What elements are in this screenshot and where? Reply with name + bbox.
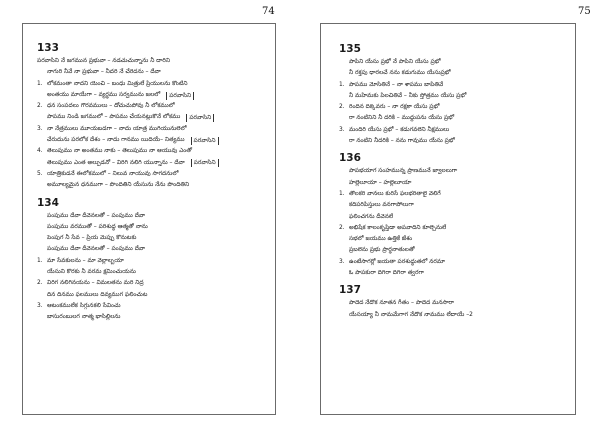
lyric-line — [37, 244, 269, 255]
verse-number: 2. — [37, 103, 43, 110]
lyric-text: తెలుపుము నా అంతము నాకు – తెలుపుము నా ఆయువు ఎంతో — [47, 148, 193, 155]
lyric-text: పరవాసిని నే జగమున ప్రభువా – నడచుచున్నాను నీ దారిని — [37, 58, 170, 64]
lyric-line — [339, 113, 569, 124]
lyric-line — [339, 234, 569, 245]
lyric-text: పంపుము దేవా దీవెనలతో – పంపుము దేవా — [47, 246, 146, 253]
verse-number: 1. — [37, 257, 43, 264]
lyric-line — [339, 212, 569, 223]
refrain-reference: పరవాసిని — [191, 137, 219, 145]
lyric-text: ఫలించగను దీవెనలే — [349, 213, 394, 220]
refrain-reference: పరవాసిని — [186, 114, 214, 122]
lyric-text: విరిగ నలిగినయను – విమలతను మరి నిద్ర — [47, 280, 144, 287]
lyric-text: దిన దినము ఫలములు దివ్యముగ ఫలించుట — [47, 291, 148, 298]
lyric-text: పాదెద నేదొక నూతన గీతం – పాదెద మనసారా — [349, 300, 455, 307]
lyric-line — [37, 169, 269, 180]
lyric-text: పాపము నిండి జగములో – పాపము చేయనట్లుకొనే లోకము — [47, 114, 181, 121]
lyric-line — [339, 136, 569, 147]
lyric-line — [37, 290, 269, 301]
song-number: 135 — [339, 43, 361, 55]
lyric-line — [37, 256, 269, 267]
lyric-text: తెలుపుము ఎంత అల్పుడనో – విరిగి నలిగి యున్నాను – దేవా — [47, 159, 185, 166]
page-number: 75 — [578, 6, 591, 17]
lyric-line — [339, 268, 569, 279]
lyric-text: నాగురి నీవే నా ప్రభువా – నీదరి నే చేరెదను – దేవా — [47, 69, 161, 76]
song-number: 137 — [339, 284, 361, 297]
lyric-line — [339, 310, 569, 321]
song-gap — [339, 279, 569, 282]
lyric-line — [37, 233, 269, 244]
refrain-reference: పరవాసిని — [166, 92, 194, 100]
lyric-text: పాపభయాగ సంహమున్న ప్రాణమునే జ్వాలలుగా — [349, 168, 458, 175]
lyric-text: మా సేవకులను – మా వెల్లాల్బయా — [47, 257, 124, 264]
song-number: 134 — [37, 196, 59, 209]
verse-number: 1. — [339, 81, 345, 88]
lyric-line — [37, 79, 269, 90]
song-gap — [37, 192, 269, 195]
verse-number: 3. — [37, 125, 43, 132]
lyric-text: అమూల్యమైన ధనముగా – పొందితిని యేసును నేను పొందితిని — [47, 182, 190, 189]
lyric-line — [37, 135, 269, 146]
verse-number: 2. — [37, 280, 43, 287]
lyric-text: నా నేత్రములు మూయబడగా – నాదు యాత్ర ముగియునులెలో — [47, 125, 187, 132]
verse-number: 1. — [37, 80, 43, 87]
lyric-text: పంపుము దేవా దీవెనలతో – పంపుము దేవా — [47, 212, 146, 219]
song-gap — [339, 147, 569, 150]
lyric-text: రా నంటిని నీదరికి – నను గావుము యేసు ప్రభో — [349, 138, 455, 145]
lyric-line — [37, 146, 269, 157]
lyric-text: హల్లెలూయా – హల్లెలూయా — [349, 179, 412, 186]
lyric-line — [37, 101, 269, 112]
lyric-line — [339, 223, 569, 234]
lyric-line — [37, 112, 269, 123]
lyric-text: పాపిని యేసు ప్రభో నే పాపిని యేసు ప్రభో — [349, 59, 441, 65]
lyric-line — [339, 125, 569, 136]
page-frame — [320, 23, 576, 415]
lyric-text: యేసయ్యా నీ నామమేగాగ నేదొక నామము లేదాయే –2 — [349, 311, 473, 318]
song-number: 133 — [37, 42, 59, 54]
lyric-line — [339, 57, 569, 68]
lyric-line — [339, 298, 569, 309]
verse-number: 3. — [37, 302, 43, 309]
lyric-line — [37, 67, 269, 78]
verse-number: 2. — [339, 224, 345, 231]
lyric-text: చేరుదును పరలోక దేశం – నాదు గానము యిదియే– నిత్యము — [47, 137, 185, 144]
lyric-text: ప్రబలెను ప్రభు ప్రార్థనాతులతో — [349, 247, 415, 254]
song-number: 136 — [339, 152, 361, 165]
lyric-text: రిందిన దిక్కెవరు – నా రక్షకా యేసు ప్రభో — [349, 104, 440, 111]
lyric-line — [37, 124, 269, 135]
verse-number: 2. — [339, 104, 345, 111]
lyric-text: నీ మహిమకు పిలచితివే – నీకు స్తోత్రము యేసు ప్రభో — [349, 92, 467, 99]
lyric-line — [37, 222, 269, 233]
verse-number: 5. — [37, 170, 43, 177]
lyric-line — [37, 56, 269, 67]
verse-number: 3. — [339, 126, 345, 133]
lyric-text: అంతయు మాయేగా – వ్యర్థము సర్వమును జలలో — [47, 91, 161, 98]
verse-number: 3. — [339, 258, 345, 265]
lyric-text: యాత్రికుడనే ఈలోకములో – నిలువ నాయువు సాగదనులో — [47, 170, 179, 177]
lyric-text: కదిపరిపిస్తులు వనగాపోలుగా — [349, 202, 414, 209]
lyric-text: పెంపుగ నీ సేవ – ప్రియ మెప్పు కొనుటకు — [47, 235, 137, 242]
lyric-line — [37, 312, 269, 323]
lyric-line — [339, 166, 569, 177]
lyric-text: పంపుము వరముతో – పరిశుద్ధ ఆత్మతో నాను — [47, 223, 148, 230]
lyric-text: ధన సంపదలు గౌరవములు – దోచుచుపోవు నీ లోకములో — [47, 103, 175, 110]
lyric-text: లోకమంతా నాదని యెంచి – బంధు మిత్రులే ప్రియులను కొంటిని — [47, 80, 188, 87]
page-content — [339, 41, 569, 321]
lyric-line — [339, 178, 569, 189]
verse-number: 1. — [339, 190, 345, 197]
lyric-text: పాపము మోసితినే – నా శాపము బాపితివే — [349, 81, 444, 88]
lyric-line — [339, 102, 569, 113]
lyric-line — [37, 278, 269, 289]
refrain-reference: పరవాసిని — [191, 159, 219, 167]
lyric-line — [339, 245, 569, 256]
lyric-line — [339, 189, 569, 200]
verse-number: 4. — [37, 148, 43, 155]
lyric-text: ఉంటేసాగర్లో జయతా పరశుద్ధుతలో నరమా — [349, 258, 445, 265]
lyric-text: ఓ పాపకురా దిగిరా దిగిరా త్వరగా — [349, 270, 424, 277]
lyric-text: మందిరి యేసు ప్రభో – కడుగవలెని నీక్షములు — [349, 126, 450, 133]
right-page — [300, 0, 600, 425]
lyric-text: ఆటంకములేక సిగ్గునకలి సేవించు — [47, 302, 121, 309]
lyric-line — [339, 80, 569, 91]
lyric-text: నీ రక్తపు ధారలచే నను కడుగుము యేసుప్రభో — [349, 70, 451, 77]
page-number: 74 — [262, 6, 275, 17]
page-frame — [22, 23, 276, 415]
lyric-line — [37, 158, 269, 169]
lyric-line — [339, 68, 569, 79]
lyric-line — [339, 91, 569, 102]
lyric-text: తొలకరి వానలు కురిసే ఫలభరితాలై వెలిగే — [349, 190, 441, 197]
page-content — [37, 40, 269, 324]
lyric-line — [339, 257, 569, 268]
lyric-line — [37, 180, 269, 191]
lyric-text: సభలో జయము ఉత్తికే జేశం — [349, 236, 413, 243]
lyric-text: యేసుని కొరకు నీ వరమ క్షమించుయను — [47, 269, 136, 276]
lyric-line — [37, 267, 269, 278]
lyric-line — [37, 301, 269, 312]
lyric-line — [37, 211, 269, 222]
lyric-text: బాసురంబులగ నాత్మ భాసిల్లిలను — [47, 314, 121, 321]
lyric-line — [37, 90, 269, 101]
lyric-text: అభిషేక కాలంకృప్తిడా అపవాదిని కూల్చెనులే — [349, 224, 447, 231]
lyric-line — [339, 200, 569, 211]
lyric-text: రా నంటినిని నీ దరికి – ముద్దుపను యేసు ప్రభో — [349, 115, 455, 122]
